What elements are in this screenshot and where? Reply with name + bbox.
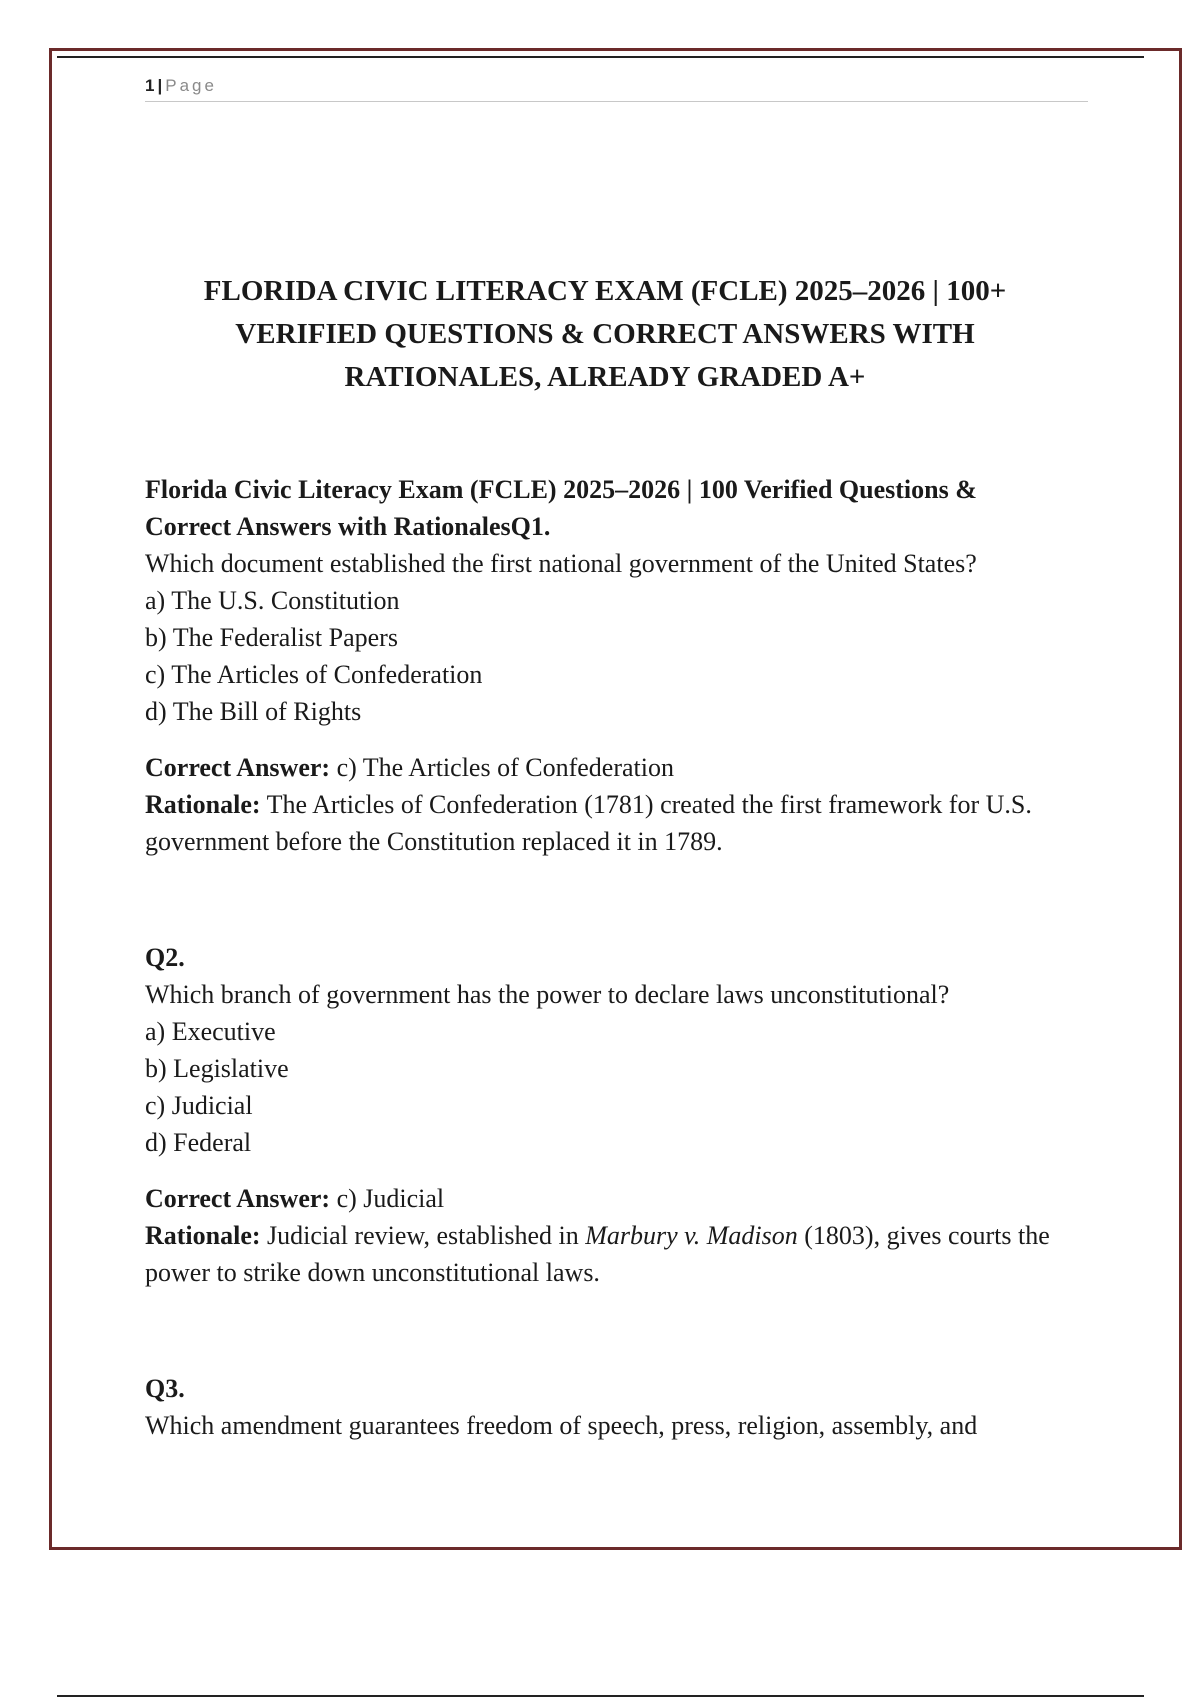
question-3-text: Which amendment guarantees freedom of speech, press, religion, assembly, and — [145, 1411, 978, 1440]
page-label: Page — [165, 76, 217, 95]
rationale-label: Rationale: — [145, 790, 261, 819]
question-1-options — [145, 582, 1060, 730]
question-1-option-a: a) The U.S. Constitution — [145, 586, 400, 615]
correct-answer-label: Correct Answer: — [145, 753, 331, 782]
question-2-text: Which branch of government has the power to declare laws unconstitutional? — [145, 980, 950, 1009]
rationale-label: Rationale: — [145, 1221, 261, 1250]
question-2-options — [145, 1013, 1060, 1161]
question-2-rationale-post: (1803), gives courts the power to strike down unconstitutional laws. — [145, 1221, 1050, 1287]
page-header — [145, 73, 1088, 102]
question-2-rationale — [145, 1217, 1060, 1291]
question-3 — [145, 1370, 1060, 1444]
question-1-option-b: b) The Federalist Papers — [145, 623, 398, 652]
document-content — [145, 270, 1060, 1444]
document-title: FLORIDA CIVIC LITERACY EXAM (FCLE) 2025–2026 | 100+ VERIFIED QUESTIONS & CORRECT ANSWERS WITH RATIONALES, ALREADY GRADED A+ — [203, 275, 1007, 393]
question-1-answer-block — [145, 749, 1060, 860]
question-2-answer: c) Judicial — [330, 1184, 445, 1213]
question-2-option-c: c) Judicial — [145, 1091, 253, 1120]
question-2-option-b: b) Legislative — [145, 1054, 289, 1083]
question-1-rationale — [145, 786, 1060, 860]
question-2-option-d: d) Federal — [145, 1128, 252, 1157]
top-rule — [57, 56, 1144, 58]
question-1-correct-answer — [145, 749, 1060, 786]
question-2-label: Q2. — [145, 943, 185, 972]
question-1 — [145, 545, 1060, 860]
page-number: 1 — [145, 76, 155, 95]
question-1-text: Which document established the first national government of the United States? — [145, 549, 977, 578]
question-1-answer: c) The Articles of Confederation — [330, 753, 674, 782]
question-2-answer-block — [145, 1180, 1060, 1291]
question-1-rationale-text: The Articles of Confederation (1781) created the first framework for U.S. government before the Constitution replaced it in 1789. — [145, 790, 1032, 856]
question-2-option-a: a) Executive — [145, 1017, 276, 1046]
correct-answer-label: Correct Answer: — [145, 1184, 331, 1213]
question-2-correct-answer — [145, 1180, 1060, 1217]
header-separator: | — [157, 76, 163, 95]
question-3-label: Q3. — [145, 1374, 185, 1403]
question-1-option-d: d) The Bill of Rights — [145, 697, 362, 726]
bottom-rule — [57, 1695, 1144, 1697]
question-2-rationale-case: Marbury v. Madison — [585, 1221, 798, 1250]
question-2-rationale-pre: Judicial review, established in — [260, 1221, 586, 1250]
question-1-option-c: c) The Articles of Confederation — [145, 660, 483, 689]
intro-heading: Florida Civic Literacy Exam (FCLE) 2025–2026 | 100 Verified Questions & Correct Answers with RationalesQ1. — [145, 475, 977, 541]
question-2 — [145, 939, 1060, 1291]
